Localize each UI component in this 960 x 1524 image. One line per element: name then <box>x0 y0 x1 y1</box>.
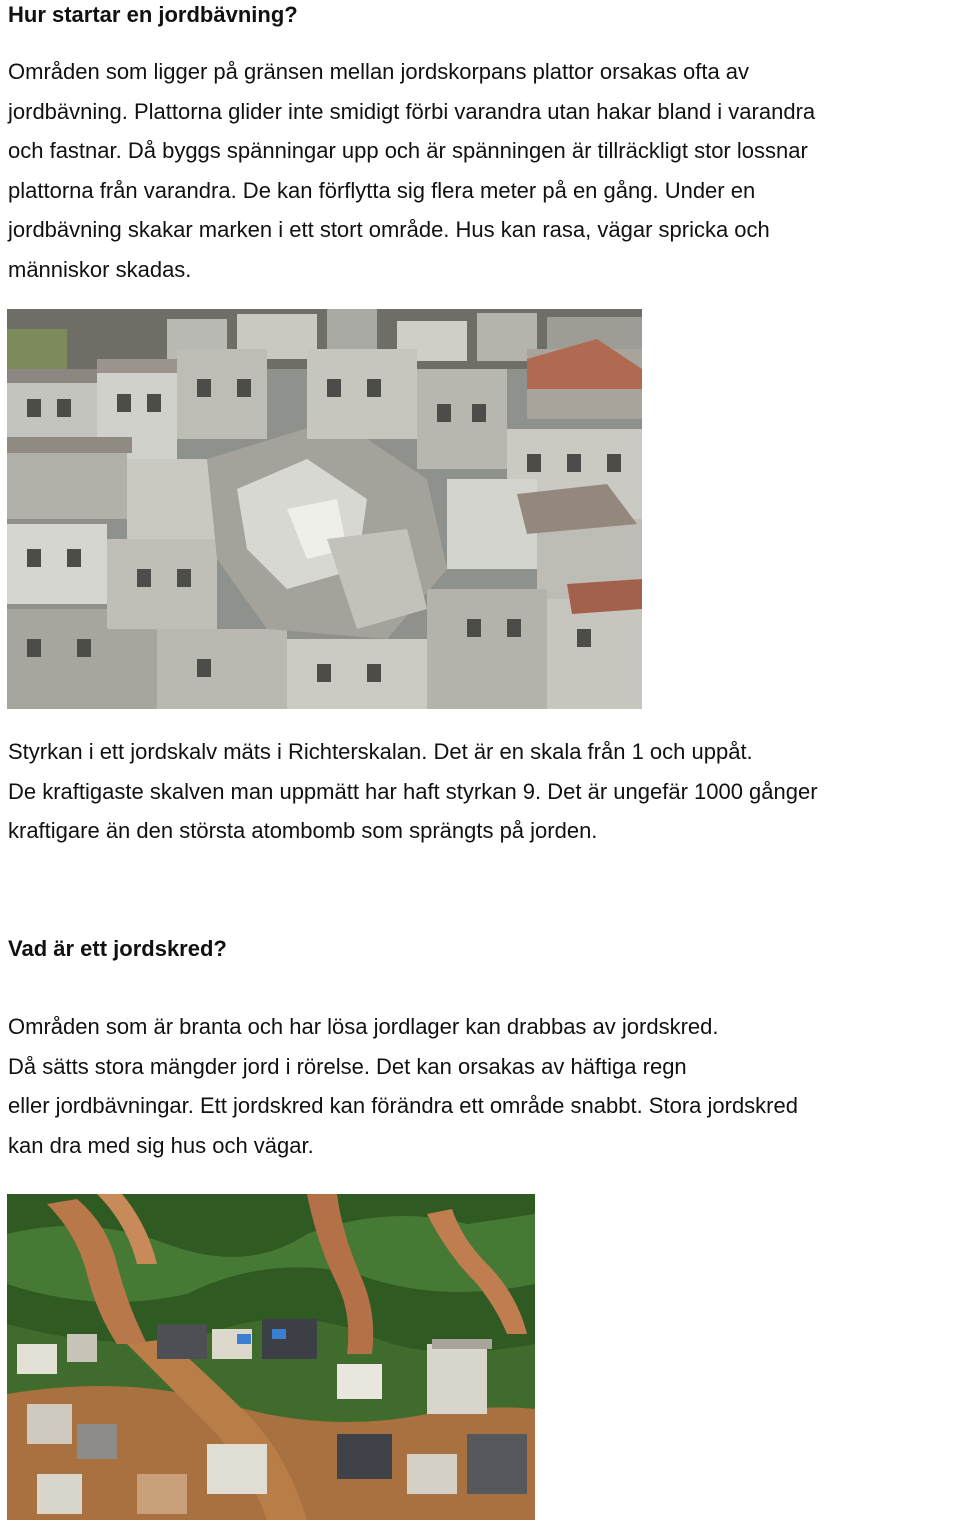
text-line: Områden som är branta och har lösa jordlager kan drabbas av jordskred. <box>8 1014 719 1039</box>
text-line: Styrkan i ett jordskalv mäts i Richterskalan. Det är en skala från 1 och uppåt. <box>8 739 753 764</box>
heading-landslide: Vad är ett jordskred? <box>8 936 227 961</box>
text-line: människor skadas. <box>8 256 192 282</box>
paragraph-earthquake-cause <box>8 52 952 289</box>
paragraph-landslide <box>8 1007 952 1165</box>
text-line: plattorna från varandra. De kan förflytta sig flera meter på en gång. Under en <box>8 177 756 203</box>
earthquake-damage-photo <box>7 309 642 709</box>
landslide-aerial-photo <box>7 1194 535 1520</box>
heading-earthquake: Hur startar en jordbävning? <box>8 2 298 27</box>
text-line: kraftigare än den största atombomb som sprängts på jorden. <box>8 818 598 843</box>
text-line: De kraftigaste skalven man uppmätt har haft styrkan 9. Det är ungefär 1000 gånger <box>8 778 818 804</box>
text-line: eller jordbävningar. Ett jordskred kan förändra ett område snabbt. Stora jordskred <box>8 1093 798 1118</box>
text-line: kan dra med sig hus och vägar. <box>8 1132 314 1158</box>
text-line: och fastnar. Då byggs spänningar upp och är spänningen är tillräckligt stor lossnar <box>8 138 808 163</box>
paragraph-richter-scale <box>8 732 952 851</box>
text-line: jordbävning skakar marken i ett stort område. Hus kan rasa, vägar spricka och <box>8 217 770 242</box>
text-line: jordbävning. Plattorna glider inte smidigt förbi varandra utan hakar bland i varandra <box>8 98 816 124</box>
text-line: Då sätts stora mängder jord i rörelse. Det kan orsakas av häftiga regn <box>8 1053 687 1079</box>
text-line: Områden som ligger på gränsen mellan jordskorpans plattor orsakas ofta av <box>8 59 750 84</box>
